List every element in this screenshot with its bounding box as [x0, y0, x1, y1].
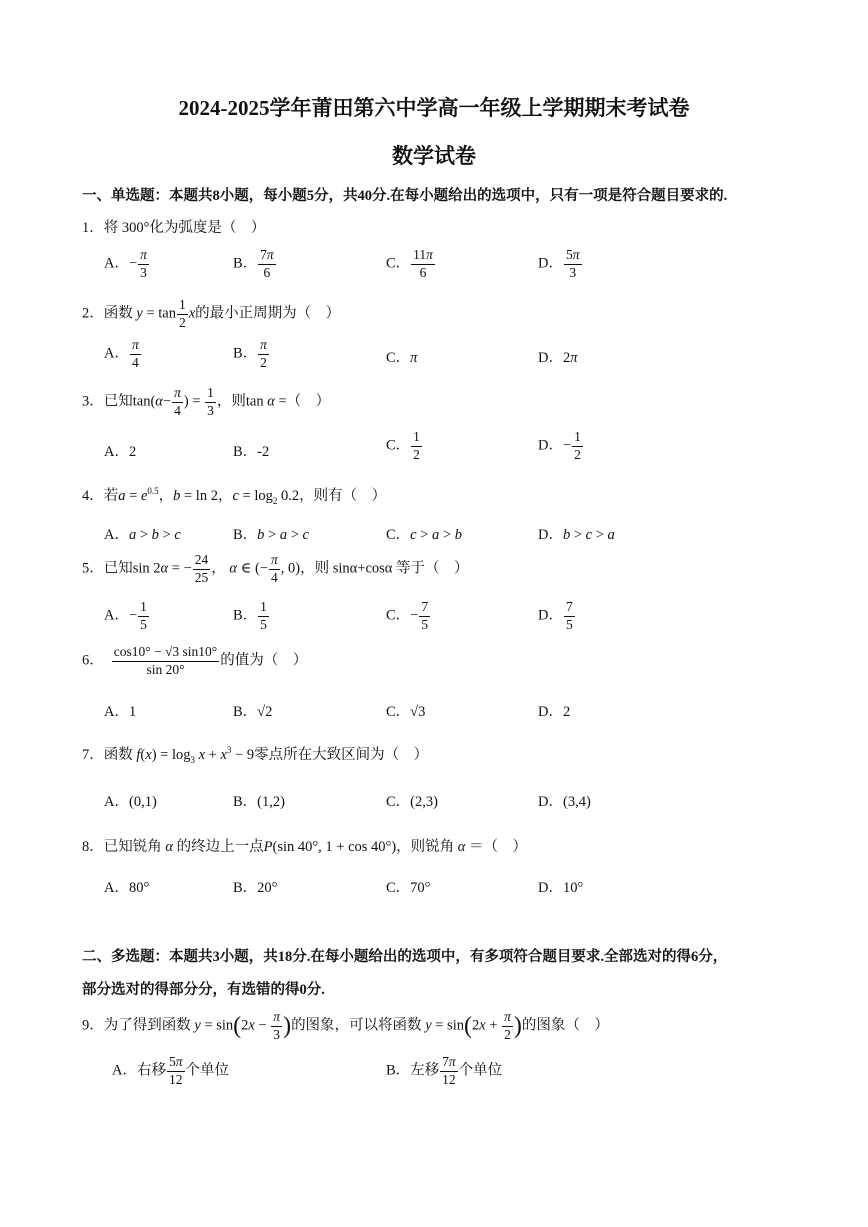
question-6: 6． $\frac{\cos 10^\circ - √3 \sin 10^\circ}{\sin 20^\circ}$ 的值为（ ） — [82, 644, 308, 677]
section-1-heading: 一、单选题：本题共8小题，每小题5分，共40分.在每小题给出的选项中，只有一项是符合题目要求的. — [82, 188, 728, 204]
q3-option-c[interactable]: C． $\frac{1}{2}$ — [386, 429, 420, 462]
q5-option-a[interactable]: A．− $\frac{1}{5}$ — [104, 599, 147, 632]
q8-option-b[interactable]: B．20° — [233, 880, 278, 896]
q4-option-b[interactable]: B．b > a > c — [233, 527, 309, 543]
q2-option-a[interactable]: A． $\frac{\pi}{4}$ — [104, 337, 139, 370]
question-4: 4．若$a = e^{0.5}$，b = ln 2，$c = \log_2 0.2$，则有（ ） — [82, 486, 387, 506]
q8-option-a[interactable]: A．80° — [104, 880, 150, 896]
q2-option-b[interactable]: B． $\frac{\pi}{2}$ — [233, 337, 267, 370]
q2-option-d[interactable]: D．2π — [538, 350, 578, 366]
q1-option-c[interactable]: C． $\frac{11\pi}{6}$ — [386, 247, 433, 280]
section-2-heading-cont: 部分选对的得部分分，有选错的得0分. — [82, 982, 325, 998]
q3-option-d[interactable]: D．− $\frac{1}{2}$ — [538, 429, 581, 462]
q1-option-a[interactable]: A．− $\frac{\pi}{3}$ — [104, 247, 147, 280]
q8-option-d[interactable]: D．10° — [538, 880, 584, 896]
q1-option-d[interactable]: D． $\frac{5\pi}{3}$ — [538, 247, 580, 280]
exam-title: 2024-2025学年莆田第六中学高一年级上学期期末考试卷 — [178, 96, 690, 120]
q6-option-b[interactable]: B．√2 — [233, 704, 273, 720]
q6-option-c[interactable]: C．√3 — [386, 704, 426, 720]
q4-option-a[interactable]: A．a > b > c — [104, 527, 181, 543]
question-number: 1． — [82, 220, 104, 236]
q3-option-a[interactable]: A．2 — [104, 444, 137, 460]
q6-option-a[interactable]: A．1 — [104, 704, 137, 720]
question-1 — [82, 216, 265, 237]
q5-option-b[interactable]: B． $\frac{1}{5}$ — [233, 599, 267, 632]
question-7: 7．函数 $f(x) = \log_3 x + x^3 - 9$零点所在大致区间为（ ） — [82, 745, 429, 765]
question-5: 5．已知sin 2α = − $\frac{24}{25}$ ， α ∈ (− $\frac{\pi}{4}$ , 0)，则 sinα+cosα 等于（ ） — [82, 552, 469, 585]
q5-option-d[interactable]: D． $\frac{7}{5}$ — [538, 599, 573, 632]
q8-option-c[interactable]: C．70° — [386, 880, 431, 896]
exam-subtitle: 数学试卷 — [392, 144, 476, 168]
question-9: 9．为了得到函数 y = sin(2x − $\frac{\pi}{3}$ )的图象，可以将函数 y = sin(2x + $\frac{\pi}{2}$ )的图象（ ） — [82, 1009, 609, 1042]
q7-option-b[interactable]: B．(1,2) — [233, 794, 285, 810]
q2-option-c[interactable]: C．π — [386, 350, 418, 366]
question-text: 将 300°化为弧度是（ ） — [103, 220, 266, 236]
question-8: 8．已知锐角 α 的终边上一点P(sin 40°, 1 + cos 40°)，则锐角 α ＝（ ） — [82, 839, 528, 855]
q7-option-d[interactable]: D．(3,4) — [538, 794, 591, 810]
q1-option-b[interactable]: B． $\frac{7\pi}{6}$ — [233, 247, 274, 280]
q7-option-a[interactable]: A．(0,1) — [104, 794, 157, 810]
q3-option-b[interactable]: B．-2 — [233, 444, 270, 460]
q6-option-d[interactable]: D．2 — [538, 704, 571, 720]
q4-option-d[interactable]: D．b > c > a — [538, 527, 615, 543]
question-3: 3．已知tan(α− $\frac{\pi}{4}$ ) = $\frac{1}{3}$ ，则tan α =（ ） — [82, 385, 331, 418]
q5-option-c[interactable]: C．− $\frac{7}{5}$ — [386, 599, 429, 632]
question-2: 2．函数 y = tan $\frac{1}{2}$ x的最小正周期为（ ） — [82, 297, 341, 330]
q9-option-a[interactable]: A．右移 $\frac{5\pi}{12}$ 个单位 — [112, 1054, 229, 1087]
section-2-heading: 二、多选题：本题共3小题，共18分.在每小题给出的选项中，有多项符合题目要求.全部选对的得6分， — [82, 949, 728, 965]
q7-option-c[interactable]: C．(2,3) — [386, 794, 438, 810]
q9-option-b[interactable]: B．左移 $\frac{7\pi}{12}$ 个单位 — [386, 1054, 503, 1087]
q4-option-c[interactable]: C．c > a > b — [386, 527, 462, 543]
